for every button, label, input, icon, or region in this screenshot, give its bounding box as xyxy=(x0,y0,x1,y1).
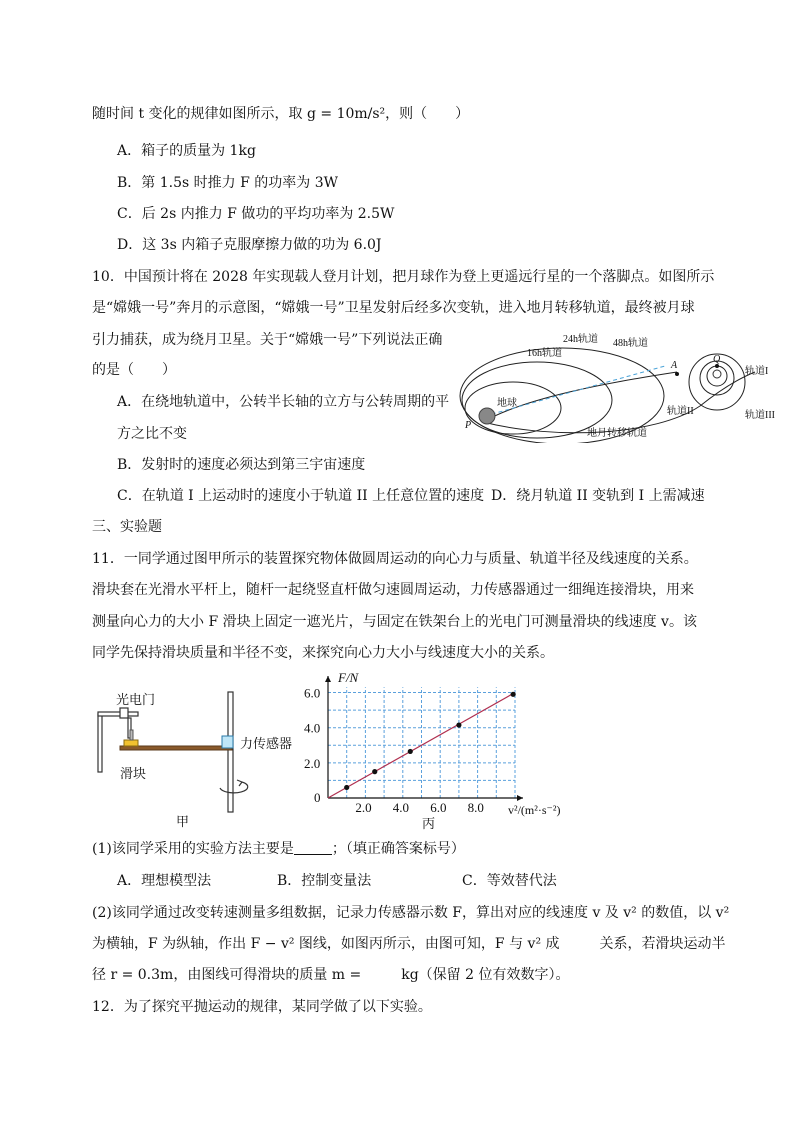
x-axis-label: v²/(m²·s⁻²) xyxy=(508,803,561,817)
q11-sub2-text-c: 径 r = 0.3m，由图线可得滑块的质量 m = xyxy=(92,967,362,983)
q9-option-b: B．第 1.5s 时推力 F 的功率为 3W xyxy=(117,175,338,191)
gate-body xyxy=(120,708,128,718)
rotation-arrowhead xyxy=(237,780,242,786)
gate-stand-arm xyxy=(98,712,138,716)
label-gate: 光电门 xyxy=(116,692,156,707)
q9-option-c: C．后 2s 内推力 F 做功的平均功率为 2.5W xyxy=(117,206,395,222)
data-point-1 xyxy=(344,785,349,790)
q11-sub1-option-b: B．控制变量法 xyxy=(277,873,372,889)
q11-sub1-text: (1)该同学采用的实验方法主要是 xyxy=(92,841,294,857)
label-transfer: 地月转移轨道 xyxy=(587,428,647,439)
q11-sub2-line-1: (2)该同学通过改变转速测量多组数据，记录力传感器示数 F，算出对应的线速度 v 及 v² 的数值，以 v² xyxy=(92,905,730,921)
label-p: P xyxy=(465,420,472,431)
q11-sub2-line-3 xyxy=(92,965,570,985)
horizontal-rod xyxy=(120,746,232,750)
q10-option-a-1: A．在绕地轨道中，公转半长轴的立方与公转周期的平 xyxy=(117,394,450,410)
moon-icon xyxy=(713,370,721,378)
label-caption-a: 甲 xyxy=(176,814,190,829)
q11-sub1-blank[interactable] xyxy=(294,840,332,855)
label-48h: 48h轨道 xyxy=(613,338,648,349)
q11-sub2-text-a: 为横轴，F 为纵轴，作出 F − v² 图线，如图丙所示，由图可知，F 与 v² 成 xyxy=(92,936,560,952)
q11-sub2-text-b: 关系，若滑块运动半 xyxy=(599,936,726,952)
vertical-shaft xyxy=(228,692,233,812)
y-tick-label-1: 2.0 xyxy=(304,755,321,771)
q11-line-3: 测量向心力的大小 F 滑块上固定一遮光片，与固定在铁架台上的光电门可测量滑块的线速度 v。该 xyxy=(92,614,697,630)
x-tick-label-2: 4.0 xyxy=(392,800,410,815)
label-orbit-iii: 轨道III xyxy=(745,410,775,421)
y-axis-label: F/N xyxy=(338,670,359,685)
q12-line-1: 12．为了探究平抛运动的规律，某同学做了以下实验。 xyxy=(92,999,432,1015)
x-axis-arrow-icon xyxy=(517,795,523,801)
label-earth: 地球 xyxy=(497,398,517,409)
label-q: Q xyxy=(713,354,721,365)
q9-intro: 随时间 t 变化的规律如图所示，取 g = 10m/s²，则（ ） xyxy=(92,106,470,122)
label-24h: 24h轨道 xyxy=(563,334,598,345)
q11-sub2-line-2 xyxy=(92,934,726,954)
x-tick-label-3: 6.0 xyxy=(430,800,447,815)
q11-line-1: 11．一同学通过图甲所示的装置探究物体做圆周运动的向心力与质量、轨道半径及线速度的关系。 xyxy=(92,551,698,567)
apparatus-diagram xyxy=(90,690,310,830)
q11-sub1-option-a: A．理想模型法 xyxy=(117,873,212,889)
q10-line-4: 的是（ ） xyxy=(92,362,176,378)
q10-line-2: 是“嫦娥一号”奔月的示意图，“嫦娥一号”卫星发射后经多次变轨，进入地月转移轨道，最终被月球 xyxy=(92,300,695,316)
label-16h: 16h轨道 xyxy=(527,348,562,359)
earth-icon xyxy=(479,408,495,424)
data-point-2 xyxy=(372,769,377,774)
q9-option-d: D．这 3s 内箱子克服摩擦力做的功为 6.0J xyxy=(117,237,382,253)
q10-option-a-2: 方之比不变 xyxy=(117,426,187,442)
y-tick-label-3: 6.0 xyxy=(304,685,321,701)
gate-stand-post xyxy=(98,714,102,772)
q11-sub1-tail: ；（填正确答案标号） xyxy=(331,841,465,857)
chart-caption: 丙 xyxy=(422,816,436,831)
q11-sub1 xyxy=(92,839,465,859)
q10-option-d: D．绕月轨道 II 变轨到 I 上需减速 xyxy=(491,488,705,504)
rotation-arrow-icon xyxy=(220,782,248,793)
shutter-plate xyxy=(130,730,133,740)
x-tick-label-1: 2.0 xyxy=(355,800,372,815)
transfer-orbit xyxy=(483,372,755,433)
label-orbit-ii: 轨道II xyxy=(667,406,694,417)
y-tick-label-2: 4.0 xyxy=(304,720,321,736)
force-velocity-chart xyxy=(300,668,575,838)
point-a-dot xyxy=(675,372,679,376)
q11-line-4: 同学先保持滑块质量和半径不变，来探究向心力大小与线速度大小的关系。 xyxy=(92,645,554,661)
data-point-3 xyxy=(408,749,413,754)
q10-option-c: C．在轨道 I 上运动时的速度小于轨道 II 上任意位置的速度 xyxy=(117,488,485,504)
x-tick-label-4: 8.0 xyxy=(467,800,484,815)
q10-line-3: 引力捕获，成为绕月卫星。关于“嫦娥一号”下列说法正确 xyxy=(92,332,443,348)
section-heading: 三、实验题 xyxy=(92,519,162,535)
slider-block xyxy=(124,740,138,746)
force-sensor-icon xyxy=(222,736,233,748)
q10-line-1: 10．中国预计将在 2028 年实现载人登月计划，把月球作为登上更遥远行星的一个落脚点。如图所示 xyxy=(92,269,715,285)
orbit-diagram xyxy=(455,328,785,443)
label-orbit-i: 轨道I xyxy=(745,366,769,377)
q11-line-2: 滑块套在光滑水平杆上，随杆一起绕竖直杆做匀速圆周运动，力传感器通过一细绳连接滑块，用来 xyxy=(92,582,694,598)
q9-option-a: A．箱子的质量为 1kg xyxy=(117,143,256,159)
label-a: A xyxy=(671,360,678,371)
data-point-4 xyxy=(456,722,461,727)
q11-sub2-text-d: kg（保留 2 位有效数字）。 xyxy=(401,967,570,983)
q10-option-b: B．发射时的速度必须达到第三宇宙速度 xyxy=(117,457,366,473)
data-point-5 xyxy=(511,692,516,697)
label-slider: 滑块 xyxy=(120,766,147,781)
q11-sub1-option-c: C．等效替代法 xyxy=(462,873,557,889)
y-axis-arrow-icon xyxy=(325,676,331,682)
label-sensor: 力传感器 xyxy=(240,736,293,751)
transfer-orbit-upper xyxy=(483,372,677,422)
origin-label: 0 xyxy=(314,790,321,805)
